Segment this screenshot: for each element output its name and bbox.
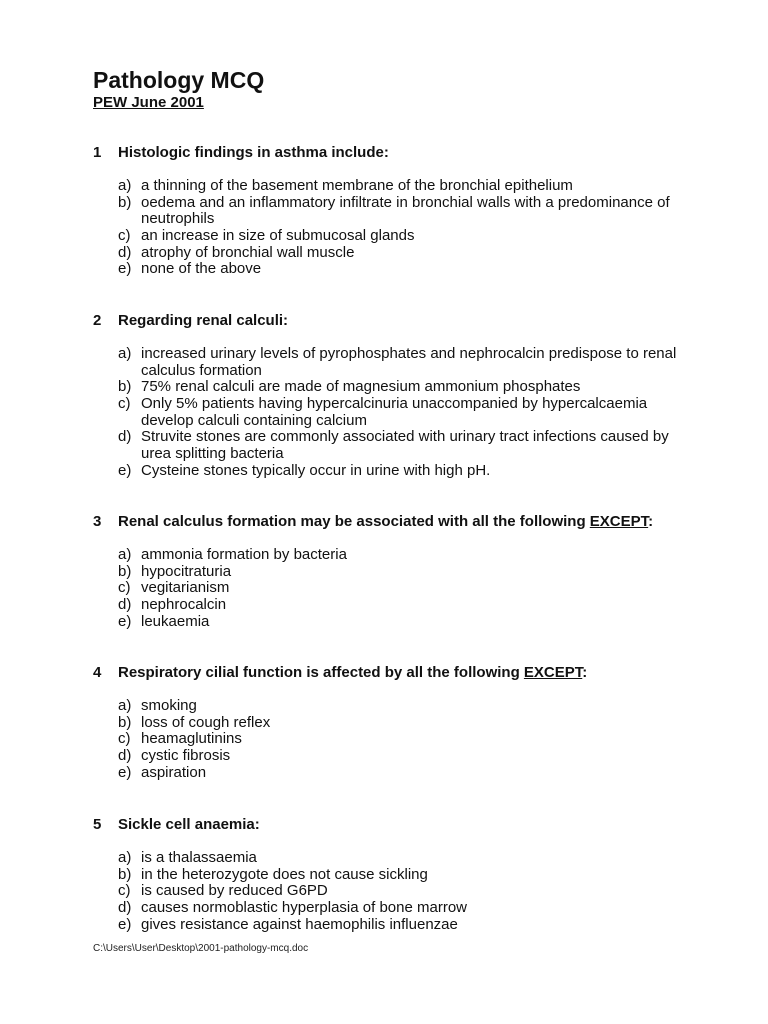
answer-option	[93, 429, 693, 462]
answer-option	[93, 580, 693, 597]
option-text: atrophy of bronchial wall muscle	[141, 243, 355, 261]
option-letter: a)	[118, 546, 132, 563]
option-letter: a)	[118, 345, 132, 362]
answer-option	[93, 614, 693, 631]
page-subtitle: PEW June 2001	[93, 94, 204, 111]
option-letter: e)	[118, 612, 132, 630]
option-text: in the heterozygote does not cause sickling	[141, 865, 428, 883]
question-2	[93, 312, 693, 480]
answer-option	[93, 867, 693, 884]
option-letter: c)	[118, 227, 131, 245]
option-text: ammonia formation by bacteria	[141, 546, 347, 563]
option-letter: a)	[118, 849, 132, 866]
answer-option	[93, 900, 693, 917]
question-stem-emphasis: EXCEPT	[523, 664, 583, 681]
page-title: Pathology MCQ	[93, 67, 265, 93]
answer-option	[93, 178, 693, 195]
question-heading	[93, 664, 693, 681]
question-heading	[93, 312, 693, 329]
option-text: Struvite stones are commonly associated with urinary tract infections caused by urea splitting bacteria	[141, 428, 669, 463]
answer-option	[93, 731, 693, 748]
question-number: 5	[93, 816, 102, 833]
option-text: none of the above	[141, 260, 262, 278]
option-letter: e)	[118, 260, 132, 278]
option-letter: e)	[118, 461, 132, 479]
question-stem	[118, 312, 288, 329]
option-text: aspiration	[141, 763, 207, 781]
option-letter: b)	[118, 193, 132, 211]
answer-option	[93, 883, 693, 900]
question-heading	[93, 144, 693, 161]
question-stem-text: Sickle cell anaemia:	[118, 816, 260, 833]
option-letter: a)	[118, 177, 132, 194]
answer-option	[93, 547, 693, 564]
option-text: leukaemia	[141, 612, 210, 630]
answer-option	[93, 917, 693, 934]
answer-option	[93, 396, 693, 429]
answer-option	[93, 245, 693, 262]
question-stem-text: Regarding renal calculi:	[118, 312, 289, 329]
question-stem	[118, 664, 587, 681]
answer-options	[93, 698, 693, 781]
option-text: vegitarianism	[141, 579, 230, 597]
option-letter: b)	[118, 865, 132, 883]
question-stem	[118, 513, 653, 530]
option-text: oedema and an inflammatory infiltrate in bronchial walls with a predominance of neutrophils	[141, 193, 670, 228]
answer-option	[93, 698, 693, 715]
option-letter: e)	[118, 915, 132, 933]
option-text: causes normoblastic hyperplasia of bone marrow	[141, 899, 467, 917]
answer-option	[93, 850, 693, 867]
answer-options	[93, 850, 693, 933]
answer-option	[93, 748, 693, 765]
question-number: 2	[93, 312, 102, 329]
answer-option	[93, 463, 693, 480]
answer-option	[93, 228, 693, 245]
option-text: is a thalassaemia	[141, 849, 257, 866]
question-5	[93, 816, 693, 933]
option-text: cystic fibrosis	[141, 747, 231, 765]
option-text: Cysteine stones typically occur in urine with high pH.	[141, 461, 491, 479]
option-text: 75% renal calculi are made of magnesium ammonium phosphates	[141, 378, 581, 396]
option-letter: d)	[118, 747, 132, 765]
option-text: smoking	[141, 697, 197, 714]
question-3	[93, 513, 693, 630]
answer-options	[93, 346, 693, 480]
option-letter: b)	[118, 713, 132, 731]
answer-option	[93, 765, 693, 782]
answer-option	[93, 195, 693, 228]
question-heading	[93, 816, 693, 833]
option-letter: b)	[118, 562, 132, 580]
footer-file-path: C:\Users\User\Desktop\2001-pathology-mcq.doc	[93, 943, 309, 954]
option-letter: c)	[118, 730, 131, 748]
option-letter: c)	[118, 395, 131, 413]
option-letter: c)	[118, 882, 131, 900]
question-stem	[118, 816, 260, 833]
option-letter: b)	[118, 378, 132, 396]
answer-option	[93, 379, 693, 396]
question-number: 4	[93, 664, 102, 681]
option-letter: a)	[118, 697, 132, 714]
answer-options	[93, 547, 693, 630]
question-stem-text: Respiratory cilial function is affected by all the following	[118, 664, 524, 681]
option-text: loss of cough reflex	[141, 713, 271, 731]
option-text: a thinning of the basement membrane of the bronchial epithelium	[141, 177, 573, 194]
option-text: Only 5% patients having hypercalcinuria unaccompanied by hypercalcaemia develop calculi containing calcium	[141, 395, 648, 429]
question-4	[93, 664, 693, 781]
option-letter: d)	[118, 596, 132, 614]
question-heading	[93, 513, 693, 530]
option-text: is caused by reduced G6PD	[141, 882, 328, 900]
question-number: 3	[93, 513, 102, 530]
option-letter: d)	[118, 428, 132, 446]
option-text: nephrocalcin	[141, 596, 227, 614]
question-1	[93, 144, 693, 278]
answer-option	[93, 564, 693, 581]
question-stem	[118, 144, 389, 161]
answer-options	[93, 178, 693, 278]
answer-option	[93, 597, 693, 614]
option-letter: d)	[118, 899, 132, 917]
answer-option	[93, 715, 693, 732]
question-stem-emphasis: EXCEPT	[589, 513, 649, 530]
option-letter: c)	[118, 579, 131, 597]
question-stem-suffix: :	[582, 664, 588, 681]
option-text: heamaglutinins	[141, 730, 242, 748]
answer-option	[93, 346, 693, 379]
question-stem-suffix: :	[648, 513, 654, 530]
question-stem-text: Histologic findings in asthma include:	[118, 144, 389, 161]
option-text: gives resistance against haemophilis influenzae	[141, 915, 458, 933]
option-letter: e)	[118, 763, 132, 781]
option-letter: d)	[118, 243, 132, 261]
answer-option	[93, 261, 693, 278]
question-number: 1	[93, 144, 102, 161]
option-text: increased urinary levels of pyrophosphates and nephrocalcin predispose to renal calculus formation	[141, 345, 677, 379]
option-text: hypocitraturia	[141, 562, 232, 580]
question-stem-text: Renal calculus formation may be associated with all the following	[118, 513, 590, 530]
option-text: an increase in size of submucosal glands	[141, 227, 415, 245]
